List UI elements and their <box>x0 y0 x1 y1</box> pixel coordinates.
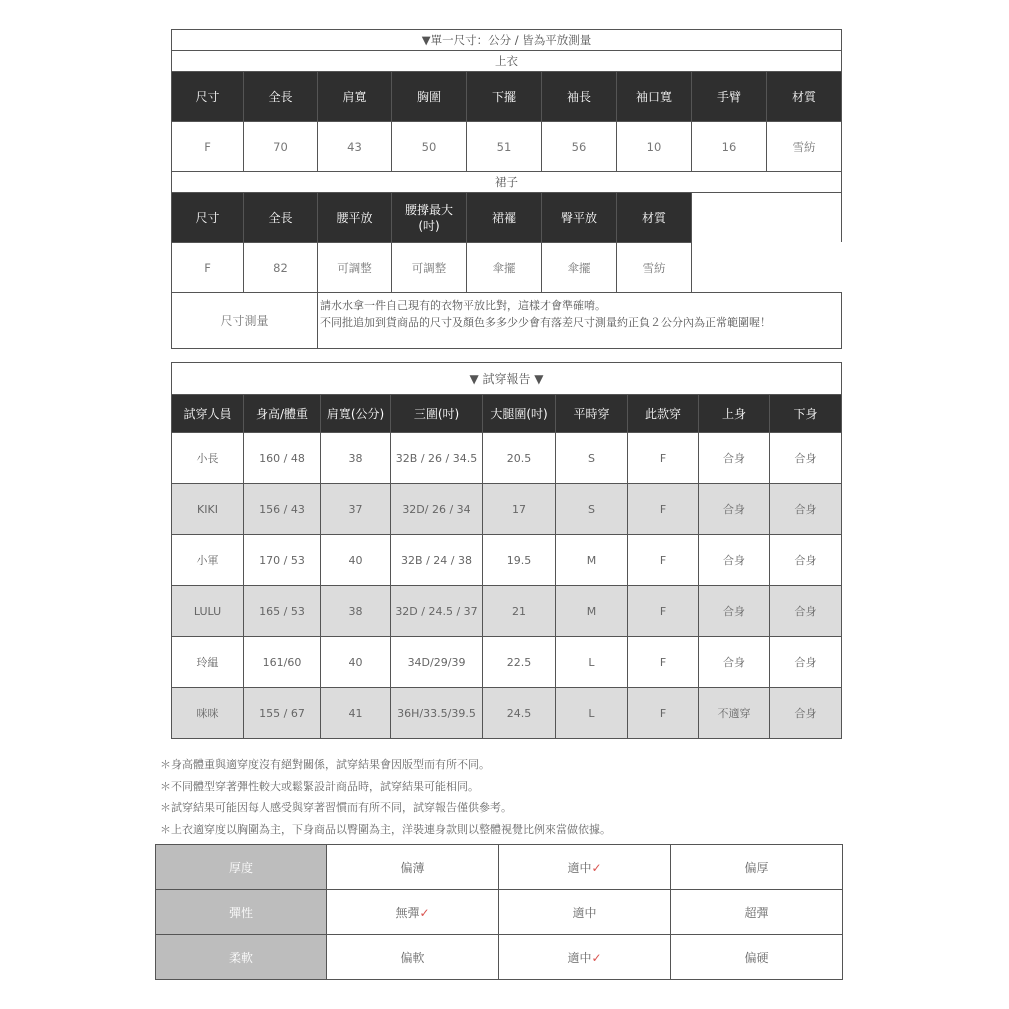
fit-cell: 161/60 <box>244 637 321 688</box>
fit-cell: 36H/33.5/39.5 <box>391 688 483 739</box>
property-option <box>671 935 843 980</box>
skirt-value-cell: 傘擺 <box>467 243 542 293</box>
fit-cell: 38 <box>321 586 391 637</box>
property-label: 彈性 <box>156 890 327 935</box>
table-row <box>172 586 842 637</box>
skirt-value-cell: F <box>172 243 244 293</box>
property-option-text: 適中 <box>567 860 592 875</box>
property-row <box>156 890 843 935</box>
fit-header-cell: 試穿人員 <box>172 395 244 433</box>
fit-header-cell: 平時穿 <box>556 395 628 433</box>
property-option <box>671 890 843 935</box>
top-value-cell: 16 <box>692 122 767 172</box>
property-label: 厚度 <box>156 845 327 890</box>
fit-header-cell: 上身 <box>699 395 770 433</box>
fit-cell: 155 / 67 <box>244 688 321 739</box>
note-line: ＊試穿結果可能因每人感受與穿著習慣而有所不同，試穿報告僅供參考。 <box>160 801 512 815</box>
property-option-text: 超彈 <box>744 905 769 920</box>
check-mark-icon: ✓ <box>419 905 430 920</box>
fit-cell: 41 <box>321 688 391 739</box>
property-option-text: 偏硬 <box>744 950 769 965</box>
fit-header-cell: 身高/體重 <box>244 395 321 433</box>
fit-cell: 40 <box>321 535 391 586</box>
fit-cell: 合身 <box>699 433 770 484</box>
fit-cell: 32D / 24.5 / 37 <box>391 586 483 637</box>
fabric-properties-table <box>155 844 843 980</box>
top-header-row <box>172 72 842 122</box>
table-row <box>172 484 842 535</box>
fit-cell: KIKI <box>172 484 244 535</box>
skirt-header-cell: 臀平放 <box>542 193 617 243</box>
top-value-cell: 雪紡 <box>767 122 842 172</box>
property-option <box>499 935 671 980</box>
top-value-row <box>172 122 842 172</box>
fit-header-cell: 大腿圍(吋) <box>483 395 556 433</box>
skirt-value-cell: 雪紡 <box>617 243 692 293</box>
fit-cell: 38 <box>321 433 391 484</box>
fit-cell: S <box>556 433 628 484</box>
fit-cell: 170 / 53 <box>244 535 321 586</box>
measure-note-line: 不同批追加到貨商品的尺寸及顏色多多少少會有落差尺寸測量約正負２公分內為正常範圍喔！ <box>320 316 771 329</box>
fit-cell: 32B / 26 / 34.5 <box>391 433 483 484</box>
fit-cell: 合身 <box>770 688 842 739</box>
fit-cell: 37 <box>321 484 391 535</box>
top-value-cell: F <box>172 122 244 172</box>
measure-note-line: 請水水拿一件自己現有的衣物平放比對，這樣才會準確唷。 <box>320 299 606 312</box>
skirt-header-row <box>172 193 842 243</box>
fit-cell: F <box>628 535 699 586</box>
fit-cell: 合身 <box>770 586 842 637</box>
fit-cell: 合身 <box>770 637 842 688</box>
measure-label: 尺寸測量 <box>172 293 318 349</box>
top-value-cell: 51 <box>467 122 542 172</box>
fit-cell: 40 <box>321 637 391 688</box>
top-value-cell: 56 <box>542 122 617 172</box>
fit-cell: L <box>556 688 628 739</box>
blank-cell <box>692 193 842 243</box>
fit-cell: L <box>556 637 628 688</box>
property-option-text: 偏軟 <box>400 950 425 965</box>
top-header-cell: 胸圍 <box>392 72 467 122</box>
check-mark-icon: ✓ <box>591 950 602 965</box>
fit-cell: F <box>628 433 699 484</box>
fit-cell: 21 <box>483 586 556 637</box>
table-row <box>172 433 842 484</box>
property-option <box>499 890 671 935</box>
fit-cell: F <box>628 484 699 535</box>
property-row <box>156 845 843 890</box>
fit-cell: 20.5 <box>483 433 556 484</box>
property-row <box>156 935 843 980</box>
fit-cell: 小軍 <box>172 535 244 586</box>
fit-cell: 22.5 <box>483 637 556 688</box>
fit-cell: 19.5 <box>483 535 556 586</box>
property-option <box>671 845 843 890</box>
fit-cell: 小長 <box>172 433 244 484</box>
fit-cell: 160 / 48 <box>244 433 321 484</box>
note-line: ＊不同體型穿著彈性較大或鬆緊設計商品時，試穿結果可能相同。 <box>160 779 479 793</box>
top-value-cell: 70 <box>244 122 318 172</box>
fit-cell: 合身 <box>699 535 770 586</box>
fit-notes <box>160 754 860 841</box>
property-option-text: 無彈 <box>395 905 420 920</box>
skirt-header-cell: 材質 <box>617 193 692 243</box>
skirt-value-cell: 可調整 <box>318 243 392 293</box>
fit-report-table <box>171 362 842 739</box>
fit-cell: 17 <box>483 484 556 535</box>
top-header-cell: 袖長 <box>542 72 617 122</box>
fit-cell: 32D/ 26 / 34 <box>391 484 483 535</box>
fit-header-row <box>172 395 842 433</box>
fit-cell: F <box>628 637 699 688</box>
skirt-value-row <box>172 243 842 293</box>
skirt-section-title: 裙子 <box>172 172 842 193</box>
property-option-text: 適中 <box>567 950 592 965</box>
fit-cell: 合身 <box>699 484 770 535</box>
property-option <box>327 890 499 935</box>
fit-cell: 合身 <box>699 586 770 637</box>
skirt-header-cell: 腰撐最大 (吋) <box>392 193 467 243</box>
top-value-cell: 10 <box>617 122 692 172</box>
fit-cell: 咪咪 <box>172 688 244 739</box>
note-line: ＊上衣適穿度以胸圍為主，下身商品以臀圍為主，洋裝連身款則以整體視覺比例來當做依據。 <box>160 823 611 837</box>
fit-cell: 165 / 53 <box>244 586 321 637</box>
top-header-cell: 全長 <box>244 72 318 122</box>
fit-header-cell: 下身 <box>770 395 842 433</box>
fit-cell: 156 / 43 <box>244 484 321 535</box>
fit-cell: 合身 <box>770 484 842 535</box>
fit-cell: S <box>556 484 628 535</box>
fit-cell: M <box>556 535 628 586</box>
skirt-header-cell: 腰平放 <box>318 193 392 243</box>
note-line: ＊身高體重與適穿度沒有絕對關係，試穿結果會因版型而有所不同。 <box>160 758 490 771</box>
fit-header-cell: 三圍(吋) <box>391 395 483 433</box>
table-row <box>172 637 842 688</box>
top-header-cell: 下擺 <box>467 72 542 122</box>
fit-cell: 24.5 <box>483 688 556 739</box>
top-header-cell: 尺寸 <box>172 72 244 122</box>
top-header-cell: 手臂 <box>692 72 767 122</box>
top-header-cell: 肩寬 <box>318 72 392 122</box>
measure-note <box>318 293 842 349</box>
fit-cell: LULU <box>172 586 244 637</box>
top-value-cell: 43 <box>318 122 392 172</box>
fit-report-title: ▼ 試穿報告 ▼ <box>172 363 842 395</box>
skirt-value-cell: 可調整 <box>392 243 467 293</box>
fit-header-cell: 肩寬(公分) <box>321 395 391 433</box>
property-option-text: 適中 <box>572 905 597 920</box>
fit-cell: 合身 <box>699 637 770 688</box>
skirt-value-cell: 82 <box>244 243 318 293</box>
property-option <box>327 935 499 980</box>
skirt-header-cell: 尺寸 <box>172 193 244 243</box>
property-option <box>499 845 671 890</box>
property-option <box>327 845 499 890</box>
fit-cell: 玲緼 <box>172 637 244 688</box>
blank-cell <box>692 243 842 293</box>
fit-cell: F <box>628 586 699 637</box>
top-header-cell: 材質 <box>767 72 842 122</box>
top-header-cell: 袖口寬 <box>617 72 692 122</box>
fit-header-cell: 此款穿 <box>628 395 699 433</box>
fit-cell: M <box>556 586 628 637</box>
fit-cell: 32B / 24 / 38 <box>391 535 483 586</box>
check-mark-icon: ✓ <box>591 860 602 875</box>
top-value-cell: 50 <box>392 122 467 172</box>
property-option-text: 偏厚 <box>744 860 769 875</box>
fit-cell: 合身 <box>770 433 842 484</box>
property-option-text: 偏薄 <box>400 860 425 875</box>
skirt-header-cell: 裙襬 <box>467 193 542 243</box>
property-label: 柔軟 <box>156 935 327 980</box>
table-row <box>172 535 842 586</box>
top-section-title: 上衣 <box>172 51 842 72</box>
fit-cell: 合身 <box>770 535 842 586</box>
fit-cell: 34D/29/39 <box>391 637 483 688</box>
fit-cell: F <box>628 688 699 739</box>
size-chart-title: ▼單一尺寸：公分 / 皆為平放測量 <box>172 30 842 51</box>
skirt-value-cell: 傘擺 <box>542 243 617 293</box>
skirt-header-cell: 全長 <box>244 193 318 243</box>
size-chart-table <box>171 29 842 349</box>
fit-cell: 不適穿 <box>699 688 770 739</box>
table-row <box>172 688 842 739</box>
